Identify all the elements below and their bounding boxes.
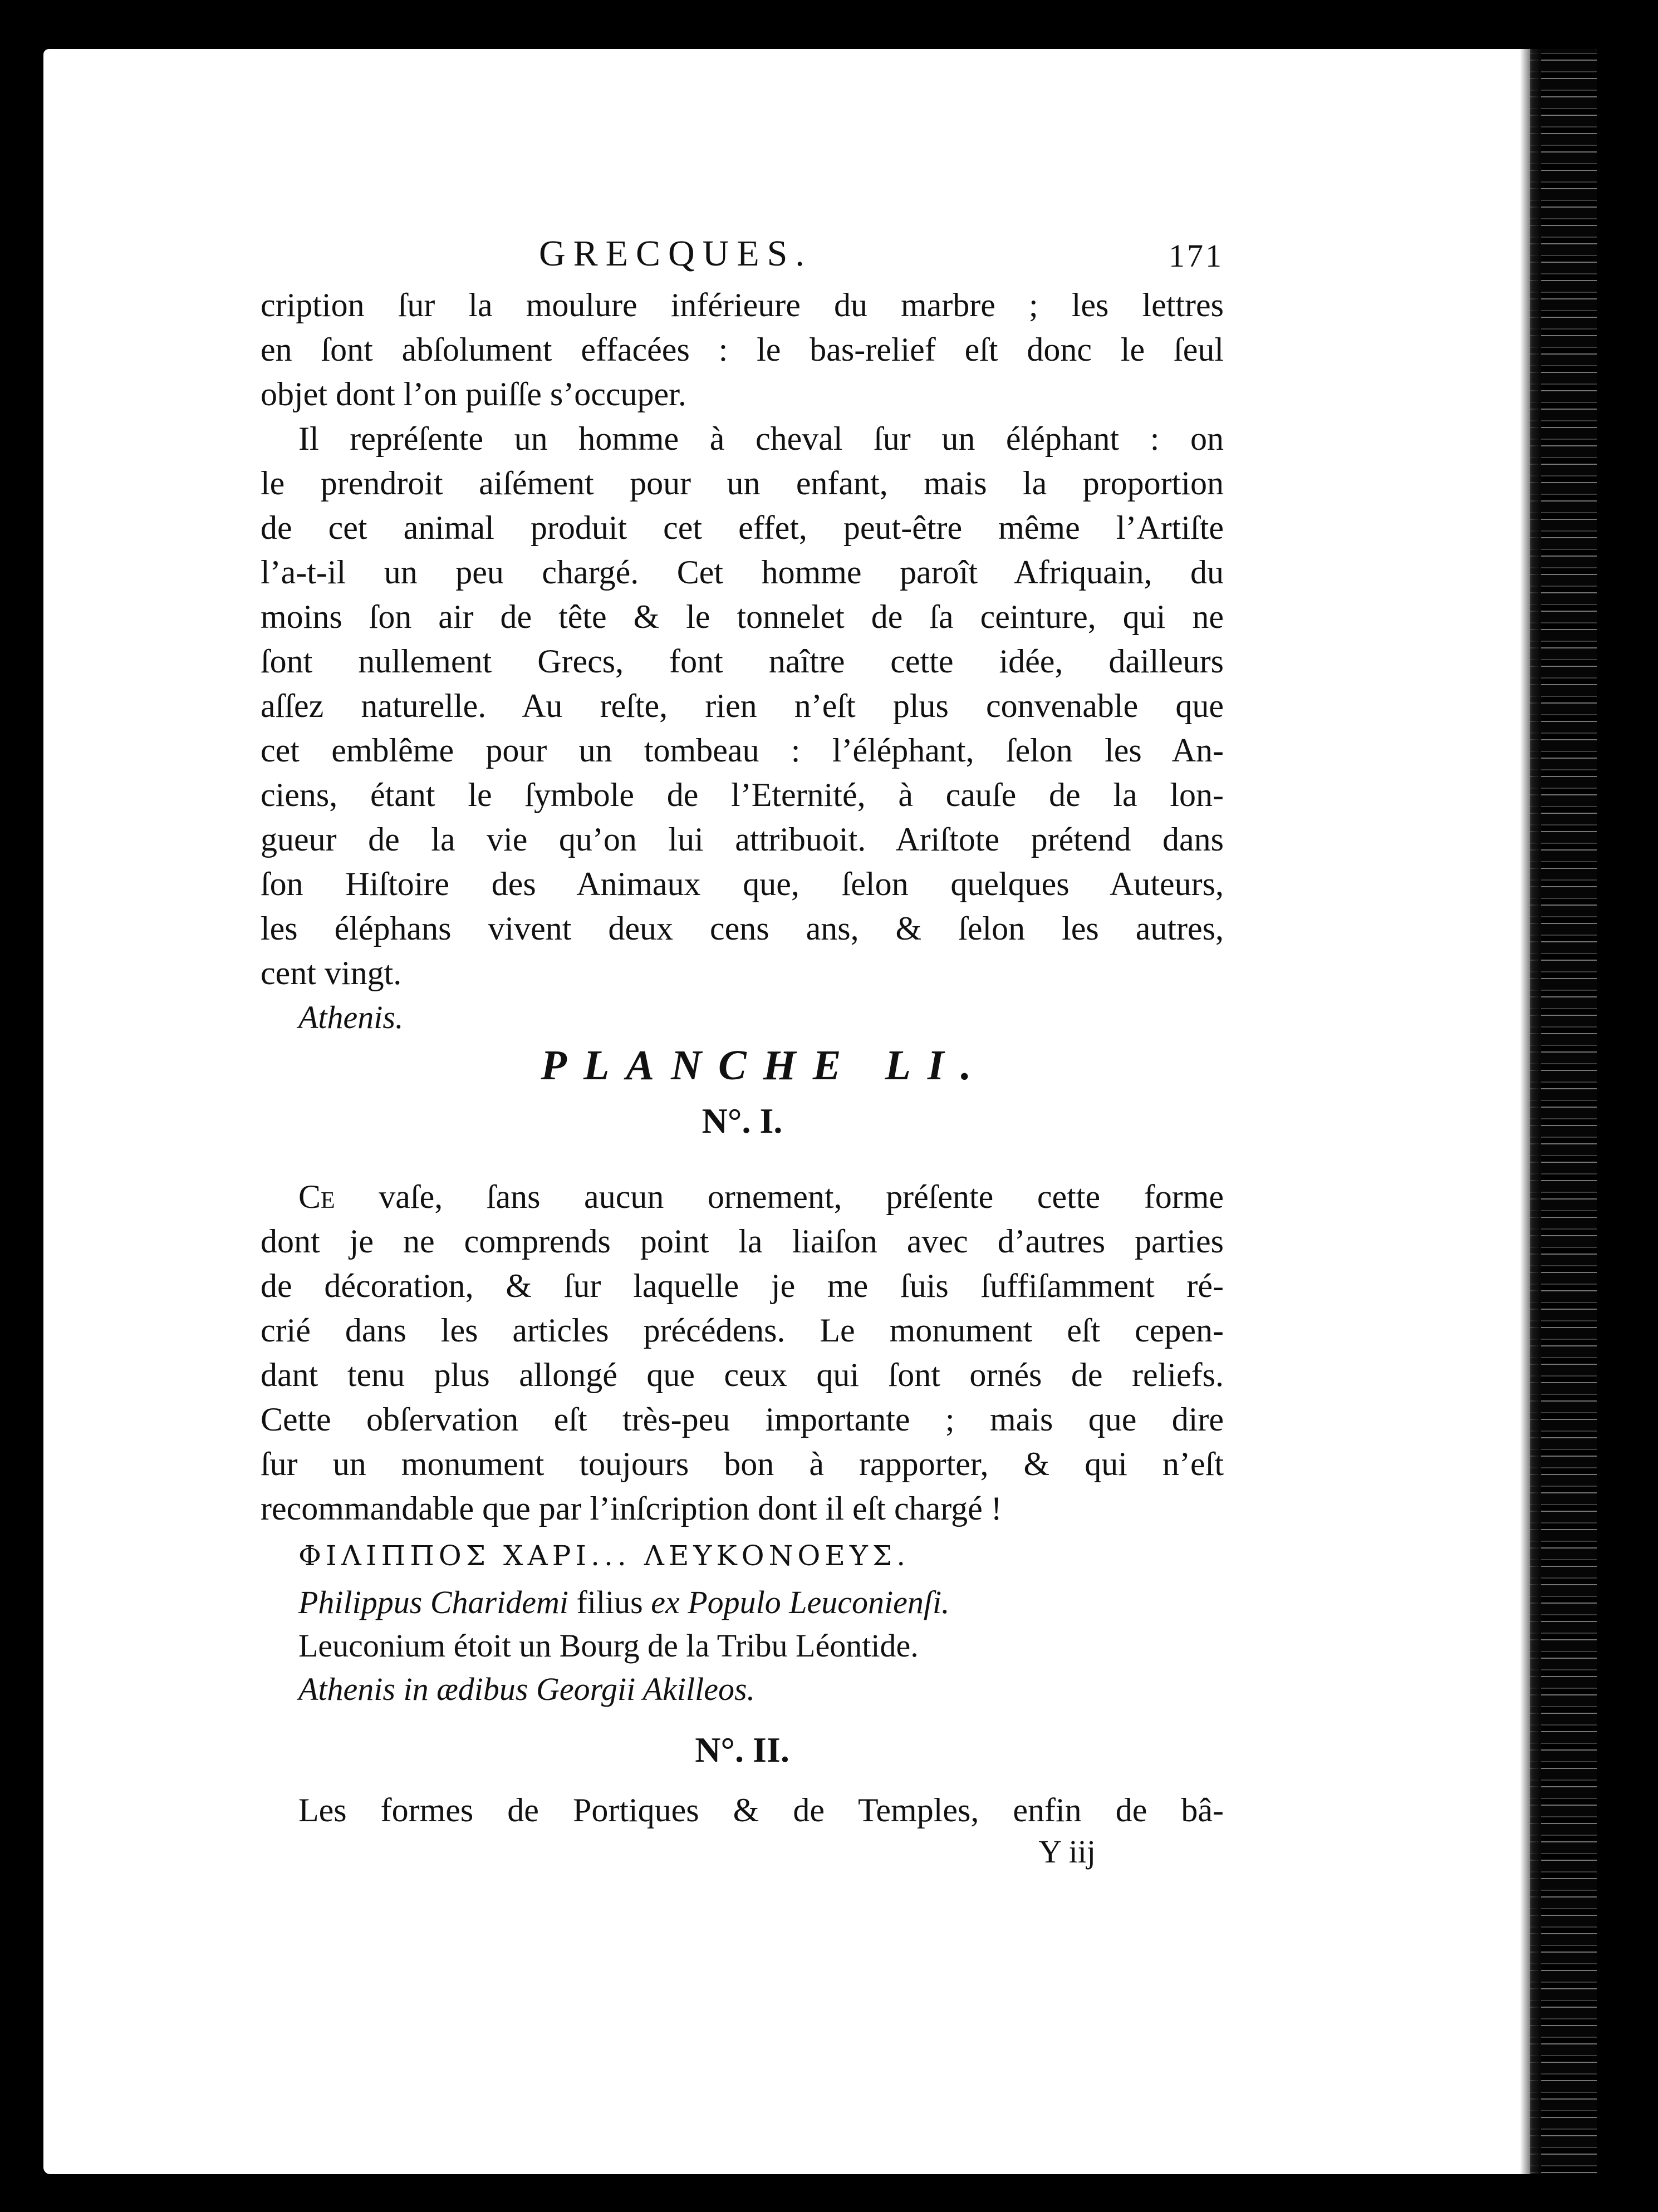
spacer (261, 1711, 1224, 1722)
text-line: les éléphans vivent deux cens ans, & ſelon les autres, (261, 910, 1224, 947)
text-line: ſon Hiſtoire des Animaux que, ſelon quelques Auteurs, (261, 866, 1224, 902)
latin-part: Philippus Charidemi (298, 1584, 568, 1620)
text-line: ſur un monument toujours bon à rapporter, & qui n’eſt (261, 1446, 1224, 1482)
paragraph-vase (261, 1174, 1224, 1531)
spacer (261, 1149, 1224, 1174)
latin-part: filius (568, 1584, 651, 1620)
text-line: gueur de la vie qu’on lui attribuoit. Ariſtote prétend dans (261, 821, 1224, 858)
text-line: recommandable que par l’inſcription dont il eſt chargé ! (261, 1490, 1002, 1527)
text-line: en ſont abſolument effacées : le bas-relief eſt donc le ſeul (261, 331, 1224, 368)
text-line: ciens, étant le ſymbole de l’Eternité, à cauſe de la lon- (261, 776, 1224, 813)
text-line: le prendroit aiſément pour un enfant, mais la proportion (261, 465, 1224, 502)
paragraph-elephant (261, 416, 1224, 995)
text-block (261, 233, 1224, 1871)
text-line: dant tenu plus allongé que ceux qui ſont ornés de reliefs. (261, 1356, 1224, 1393)
text-line: Il repréſente un homme à cheval ſur un éléphant : on (298, 420, 1224, 457)
running-head (261, 233, 1224, 283)
spacer (261, 1778, 1224, 1788)
text-line: moins ſon air de tête & le tonnelet de ſa ceinture, qui ne (261, 598, 1224, 635)
text-line: cription ſur la moulure inférieure du marbre ; les lettres (261, 287, 1224, 323)
text-line: objet dont l’on puiſſe s’occuper. (261, 376, 686, 412)
paragraph-continued (261, 283, 1224, 416)
text-line: aſſez naturelle. Au reſte, rien n’eſt plus convenable que (261, 687, 1224, 724)
section-number-1: N°. I. (702, 1101, 783, 1141)
section-number-2: N°. II. (695, 1730, 789, 1769)
book-page (43, 49, 1597, 2174)
text-line: cet emblême pour un tombeau : l’éléphant, ſelon les An- (261, 732, 1224, 769)
latin-part: ex Populo Leuconienſi. (651, 1584, 950, 1620)
text-line: crié dans les articles précédens. Le monument eſt cepen- (261, 1312, 1224, 1349)
text-line-dropcap (261, 1174, 1224, 1219)
text-line: de cet animal produit cet effet, peut-être même l’Artiſte (261, 509, 1224, 546)
greek-inscription: ΦΙΛΙΠΠΟΣ ΧΑΡΙ... ΛΕΥΚΟΝΟΕΥΣ. (298, 1540, 910, 1572)
dropcap-word: Ce (298, 1178, 335, 1215)
plate-title: PLANCHE LI. (541, 1042, 988, 1089)
place-athenis: Athenis. (298, 999, 404, 1035)
text-line: de décoration, & ſur laquelle je me ſuis ſuffiſamment ré- (261, 1267, 1224, 1304)
text-line-final: Les formes de Portiques & de Temples, enfin de bâ- (298, 1792, 1224, 1828)
text-line: Cette obſervation eſt très-peu importante ; mais que dire (261, 1401, 1224, 1438)
text-line-rest: vaſe, ſans aucun ornement, préſente cette forme (335, 1178, 1224, 1215)
latin-translation (261, 1581, 1224, 1624)
text-line: ſont nullement Grecs, font naître cette idée, dailleurs (261, 643, 1224, 680)
signature-mark: Y iij (1038, 1833, 1096, 1870)
text-line: l’a-t-il un peu chargé. Cet homme paroît Afriquain, du (261, 554, 1224, 591)
binding-edge (1530, 49, 1597, 2174)
leuconium-note: Leuconium étoit un Bourg de la Tribu Léontide. (298, 1628, 919, 1664)
text-line: cent vingt. (261, 955, 402, 991)
running-title: GRECQUES. (539, 233, 812, 274)
place-athenis-aedibus: Athenis in ædibus Georgii Akilleos. (298, 1671, 756, 1707)
text-line: dont je ne comprends point la liaiſon avec d’autres parties (261, 1223, 1224, 1260)
page-number: 171 (1169, 238, 1224, 274)
